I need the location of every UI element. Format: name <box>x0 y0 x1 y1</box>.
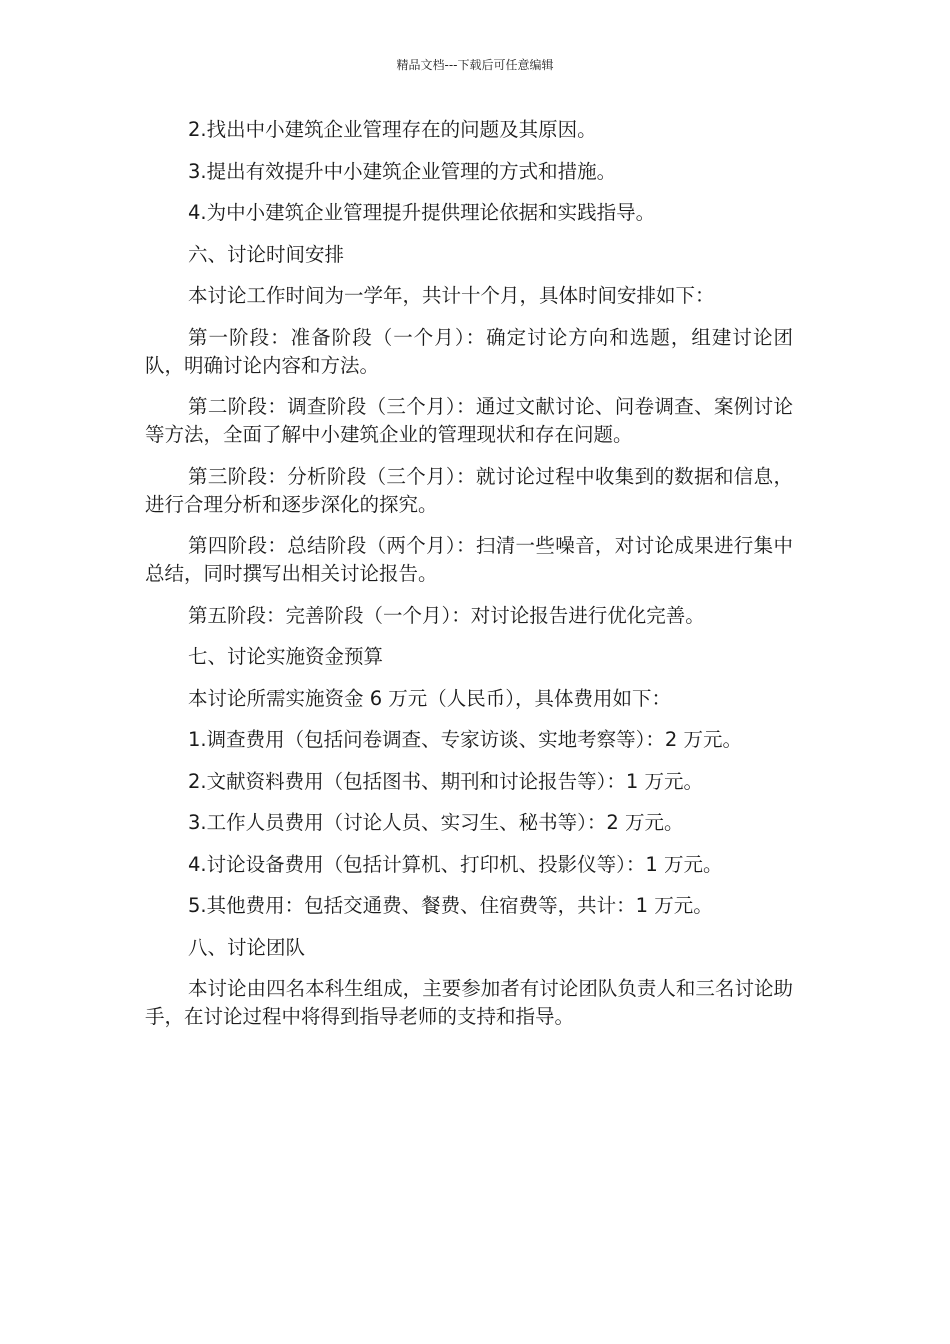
paragraph-stage-2: 第二阶段：调查阶段（三个月）：通过文献讨论、问卷调查、案例讨论等方法，全面了解中小建筑企业的管理现状和存在问题。 <box>145 395 793 446</box>
paragraph-stage-3: 第三阶段：分析阶段（三个月）：就讨论过程中收集到的数据和信息，进行合理分析和逐步深化的探究。 <box>145 464 793 516</box>
page-header: 精品文档---下载后可任意编辑 <box>396 58 554 72</box>
paragraph-budget-intro: 本讨论所需实施资金 6 万元（人民币），具体费用如下： <box>188 686 672 710</box>
paragraph-schedule-intro: 本讨论工作时间为一学年，共计十个月，具体时间安排如下： <box>188 284 715 307</box>
paragraph-goal-4: 4.为中小建筑企业管理提升提供理论依据和实践指导。 <box>188 201 656 224</box>
paragraph-budget-item-1: 1.调查费用（包括问卷调查、专家访谈、实地考察等）：2 万元。 <box>188 728 742 751</box>
section-heading-budget: 七、讨论实施资金预算 <box>188 645 384 668</box>
paragraph-budget-item-2: 2.文献资料费用（包括图书、期刊和讨论报告等）：1 万元。 <box>188 769 703 793</box>
section-heading-team: 八、讨论团队 <box>188 935 306 959</box>
paragraph-stage-1: 第一阶段：准备阶段（一个月）：确定讨论方向和选题，组建讨论团队，明确讨论内容和方法。 <box>145 325 793 377</box>
paragraph-stage-4: 第四阶段：总结阶段（两个月）：扫清一些噪音，对讨论成果进行集中总结，同时撰写出相关讨论报告。 <box>145 534 793 585</box>
paragraph-budget-item-5: 5.其他费用：包括交通费、餐费、住宿费等，共计：1 万元。 <box>188 894 713 917</box>
paragraph-stage-5: 第五阶段：完善阶段（一个月）：对讨论报告进行优化完善。 <box>188 603 705 627</box>
paragraph-team: 本讨论由四名本科生组成，主要参加者有讨论团队负责人和三名讨论助手，在讨论过程中将得到指导老师的支持和指导。 <box>145 977 793 1028</box>
paragraph-budget-item-4: 4.讨论设备费用（包括计算机、打印机、投影仪等）：1 万元。 <box>188 852 723 876</box>
paragraph-goal-3: 3.提出有效提升中小建筑企业管理的方式和措施。 <box>188 159 617 183</box>
document-body <box>145 116 793 1045</box>
paragraph-goal-2: 2.找出中小建筑企业管理存在的问题及其原因。 <box>188 118 597 141</box>
section-heading-schedule: 六、讨论时间安排 <box>188 242 345 266</box>
paragraph-budget-item-3: 3.工作人员费用（讨论人员、实习生、秘书等）：2 万元。 <box>188 811 684 834</box>
